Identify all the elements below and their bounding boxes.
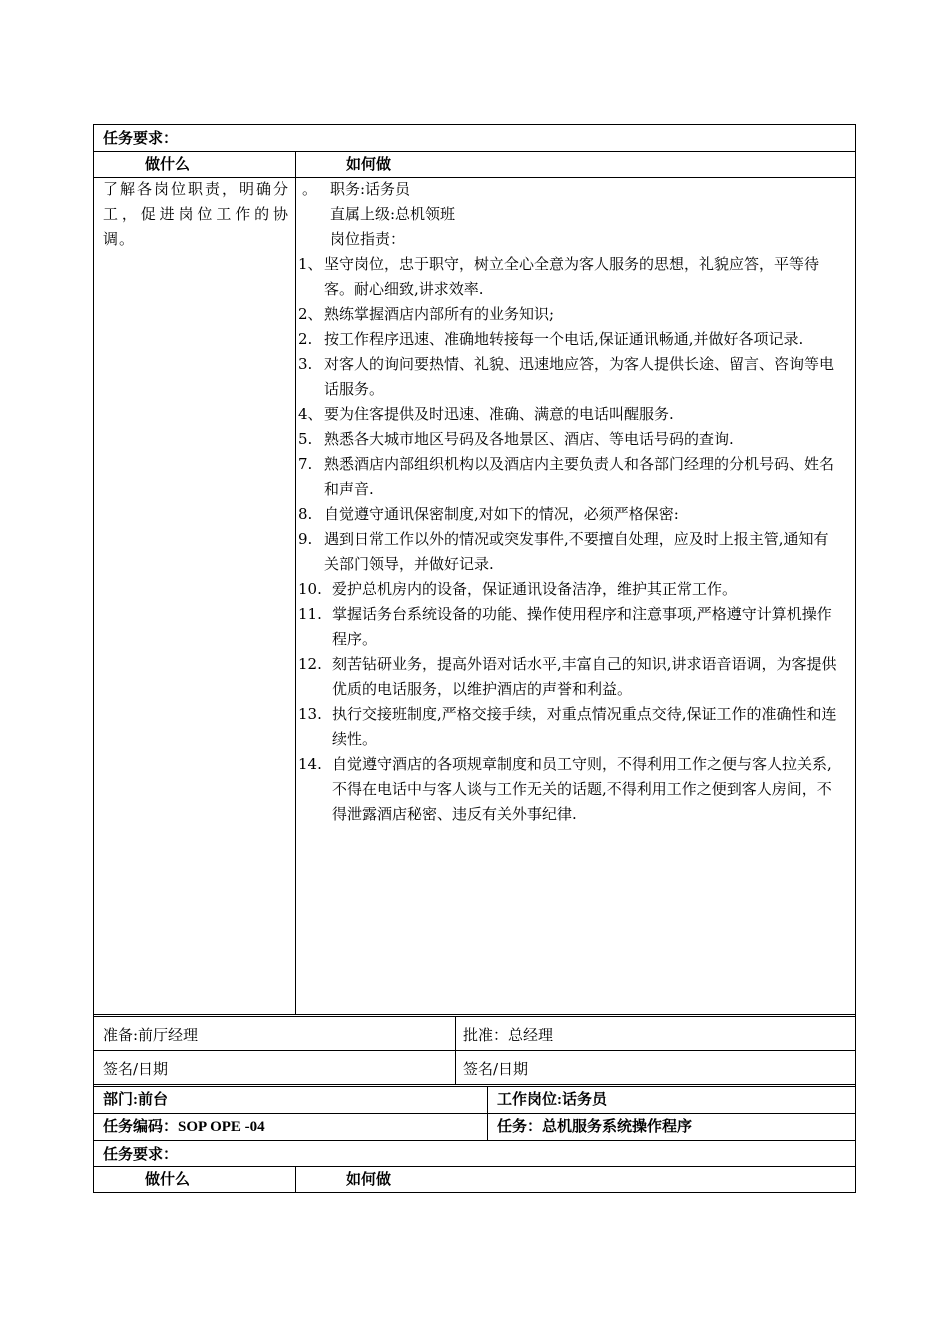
- row-divider: [93, 1166, 856, 1167]
- col-how-header-2: 如何做: [346, 1172, 392, 1188]
- prepared-by: 准备:前厅经理: [103, 1026, 199, 1044]
- list-item: 10. 爱护总机房内的设备，保证通讯设备洁净，维护其正常工作。: [298, 580, 738, 598]
- row-divider: [93, 1050, 856, 1051]
- job-title: 职务:话务员: [330, 180, 411, 198]
- col-what-header-2: 做什么: [145, 1172, 191, 1188]
- column-divider: [487, 1087, 488, 1141]
- list-item: 7. 熟悉酒店内部组织机构以及酒店内主要负责人和各部门经理的分机号码、姓名和声音.: [298, 455, 835, 498]
- row-divider: [93, 151, 856, 152]
- list-item: 14. 自觉遵守酒店的各项规章制度和员工守则，不得利用工作之便与客人拉关系,不得在电话中与客人谈与工作无关的话题,不得利用工作之便到客人房间，不得泄露酒店秘密、违反有关外事纪律.: [298, 755, 832, 823]
- col-how-header: 如何做: [346, 157, 392, 173]
- col-what-header: 做什么: [145, 157, 191, 173]
- intro-line: [298, 177, 838, 202]
- task-requirements-header-2: 任务要求：: [103, 1147, 179, 1163]
- list-item: 13. 执行交接班制度,严格交接手续，对重点情况重点交待,保证工作的准确性和连续性。: [298, 705, 837, 748]
- list-item: 11. 掌握话务台系统设备的功能、操作使用程序和注意事项,严格遵守计算机操作程序。: [298, 605, 832, 648]
- task-requirements-header: 任务要求：: [103, 131, 179, 147]
- signature-date-right: 签名/日期: [463, 1060, 529, 1078]
- list-item: 12. 刻苦钻研业务，提高外语对话水平,丰富自己的知识,讲求语音语调，为客提供优质的电话服务，以维护酒店的声誉和利益。: [298, 655, 837, 698]
- row-divider: [93, 1113, 856, 1114]
- department: 部门:前台: [103, 1092, 168, 1108]
- bullet: 。: [302, 180, 318, 198]
- row-divider: [93, 1140, 856, 1141]
- list-item: 8. 自觉遵守通讯保密制度,对如下的情况，必须严格保密:: [298, 505, 679, 523]
- approved-by: 批准：总经理: [463, 1026, 554, 1044]
- list-item: 5. 熟悉各大城市地区号码及各地景区、酒店、等电话号码的查询.: [298, 430, 734, 448]
- list-item: 9. 遇到日常工作以外的情况或突发事件,不要擅自处理，应及时上报主管,通知有关部门领导，并做好记录.: [298, 530, 829, 573]
- list-item: 1、 坚守岗位，忠于职守，树立全心全意为客人服务的思想，礼貌应答，平等待客。耐心细致,讲求效率.: [298, 255, 820, 298]
- how-content: [298, 177, 838, 827]
- signature-date-left: 签名/日期: [103, 1060, 169, 1078]
- list-item: 4、 要为住客提供及时迅速、准确、满意的电话叫醒服务.: [298, 405, 674, 423]
- row-divider: [93, 1084, 856, 1087]
- list-item: 2、 熟练掌握酒店内部所有的业务知识;: [298, 305, 555, 323]
- column-divider: [295, 151, 296, 1015]
- list-item: 2. 按工作程序迅速、准确地转接每一个电话,保证通讯畅通,并做好各项记录.: [298, 330, 804, 348]
- task-code: 任务编码：SOP OPE -04: [103, 1119, 265, 1135]
- supervisor-line: 直属上级:总机领班: [330, 205, 456, 223]
- task-name: 任务：总机服务系统操作程序: [497, 1119, 693, 1135]
- duties-label: 岗位指责：: [330, 230, 406, 248]
- column-divider: [295, 1166, 296, 1193]
- row-divider: [93, 1014, 856, 1017]
- job-post: 工作岗位:话务员: [497, 1092, 607, 1108]
- column-divider: [455, 1016, 456, 1085]
- what-description: 了解各岗位职责，明确分工，促进岗位工作的协调。: [103, 180, 289, 248]
- list-item: 3. 对客人的询问要热情、礼貌、迅速地应答，为客人提供长途、留言、咨询等电话服务。: [298, 355, 835, 398]
